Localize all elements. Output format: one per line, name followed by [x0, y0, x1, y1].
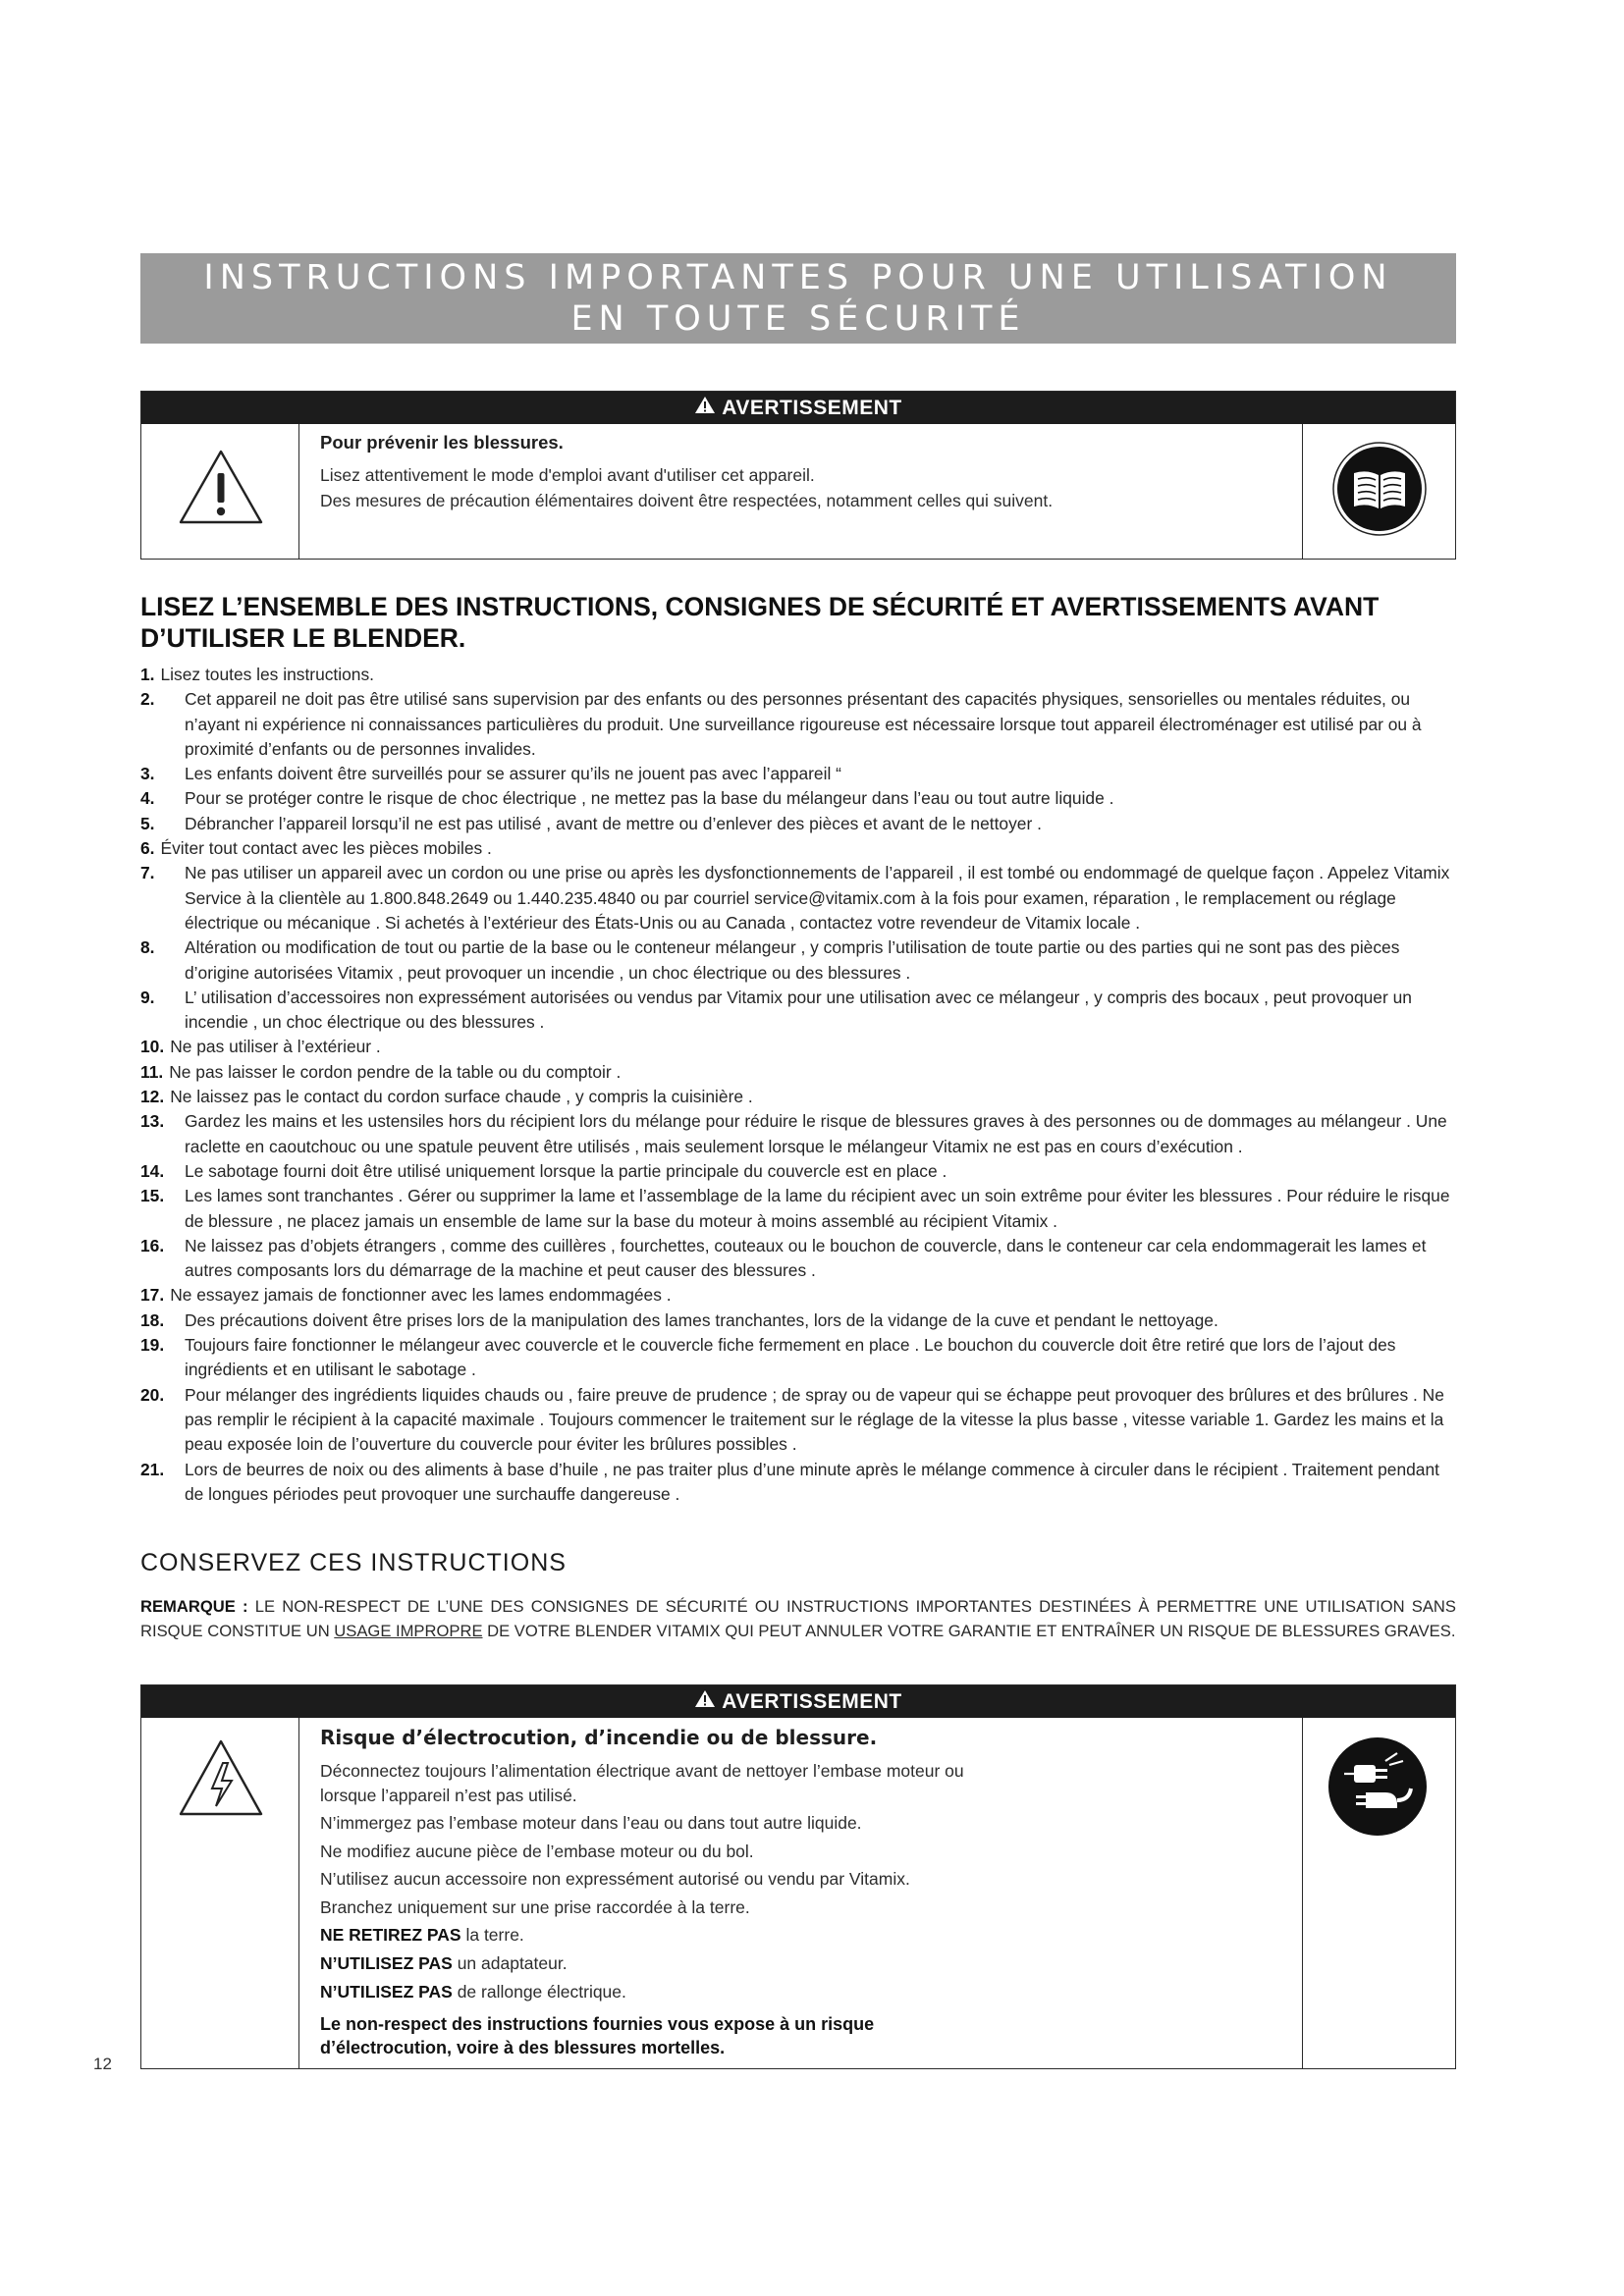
list-item: 12. Ne laissez pas le contact du cordon surface chaude , y compris la cuisinière .	[140, 1087, 753, 1107]
list-item: 7. Ne pas utiliser un appareil avec un cordon ou une prise ou après les dysfonctionnements de l’appareil , il est tombé ou endommagé de quelque façon . Appelez Vitamix Service à la clientèle au 1.800.848.2649 ou 1.440.235.4840 ou par courriel service@vitamix.com à la fois pour examen, réparation , le remplacement ou réglage électrique ou mécanique . Si achetés à l’extérieur des États-Unis ou au Canada , contactez votre revendeur de Vitamix locale .	[140, 863, 1450, 933]
warning-left-cell	[141, 1718, 299, 2068]
warning-text	[320, 1726, 1259, 2059]
warning-right-cell	[1302, 1718, 1455, 2068]
list-item: 2. Cet appareil ne doit pas être utilisé sans supervision par des enfants ou des personnes présentant des capacités physiques, sensorielles ou mentales réduites, ou n’ayant ni expérience ni connaissances particulières du produit. Une surveillance rigoureuse est nécessaire lorsque tout appareil électroménager est utilisé par ou à proximité d’enfants ou de personnes invalides.	[140, 689, 1422, 759]
warning-line: Des mesures de précaution élémentaires doivent être respectées, notamment celles qui suivent.	[320, 491, 1054, 510]
warning-line: N’utilisez aucun accessoire non expressément autorisé ou vendu par Vitamix.	[320, 1869, 910, 1889]
warning-small-triangle-icon	[694, 392, 716, 424]
section-title: LISEZ L’ENSEMBLE DES INSTRUCTIONS, CONSIGNES DE SÉCURITÉ ET AVERTISSEMENTS AVANT D’UTILISER LE BLENDER.	[140, 592, 1380, 653]
list-item: 6. Éviter tout contact avec les pièces mobiles .	[140, 838, 492, 859]
list-item: 10. Ne pas utiliser à l’extérieur .	[140, 1037, 381, 1057]
page-title	[140, 253, 1456, 344]
warning-line: Branchez uniquement sur une prise raccordée à la terre.	[320, 1896, 750, 1917]
remark-label: REMARQUE :	[140, 1597, 248, 1616]
warning-header	[141, 392, 1455, 424]
list-item: 1. Lisez toutes les instructions.	[140, 665, 375, 684]
electric-shock-triangle-icon	[177, 1737, 265, 1823]
remark-paragraph: REMARQUE : LE NON-RESPECT DE L’UNE DES CONSIGNES DE SÉCURITÉ OU INSTRUCTIONS IMPORTANTES DESTINÉES À PERMETTRE UNE UTILISATION SANS RISQUE CONSTITUE UN USAGE IMPROPRE DE VOTRE BLENDER VITAMIX QUI PEUT ANNULER VOTRE GARANTIE ET ENTRAÎNER UN RISQUE DE BLESSURES GRAVES.	[140, 1597, 1456, 1640]
list-item: 9. L’ utilisation d’accessoires non expressément autorisées ou vendus par Vitamix pour une utilisation avec ce mélangeur , y compris des bocaux , peut provoquer un incendie , un choc électrique ou des blessures .	[140, 987, 1412, 1033]
warning-header-label: AVERTISSEMENT	[722, 1690, 902, 1713]
warning-line: Déconnectez toujours l’alimentation électrique avant de nettoyer l’embase moteur ou lorsque l’appareil n’est pas utilisé.	[320, 1761, 964, 1805]
unplug-icon	[1326, 1735, 1429, 1842]
list-item: 11. Ne pas laisser le cordon pendre de la table ou du comptoir .	[140, 1061, 622, 1082]
page-title-line2: EN TOUTE SÉCURITÉ	[570, 299, 1026, 339]
warning-heading: Risque d’électrocution, d’incendie ou de blessure.	[320, 1726, 878, 1749]
warning-header-label: AVERTISSEMENT	[722, 397, 902, 419]
list-item: 17. Ne essayez jamais de fonctionner avec les lames endommagées .	[140, 1285, 672, 1306]
warning-line: NE RETIREZ PAS la terre.	[320, 1925, 524, 1945]
warning-line: N’immergez pas l’embase moteur dans l’eau ou dans tout autre liquide.	[320, 1813, 862, 1833]
list-item: 20. Pour mélanger des ingrédients liquides chauds ou , faire preuve de prudence ; de spray ou de vapeur qui se échappe peut provoquer des brûlures et des brûlures . Ne pas remplir le récipient à la capacité maximale . Toujours commencer le traitement sur le réglage de la vitesse la plus basse , vitesse variable 1. Gardez les mains et la peau exposée loin de l’ouverture du couvercle pour éviter les brûlures possibles .	[140, 1384, 1444, 1455]
page-title-line1: INSTRUCTIONS IMPORTANTES POUR UNE UTILISATION	[203, 258, 1393, 297]
warning-line: Ne modifiez aucune pièce de l’embase moteur ou du bol.	[320, 1841, 754, 1861]
list-item: 5. Débrancher l’appareil lorsqu’il ne est pas utilisé , avant de mettre ou d’enlever des pièces et avant de le nettoyer .	[140, 813, 1042, 833]
list-item: 15. Les lames sont tranchantes . Gérer ou supprimer la lame et l’assemblage de la lame du récipient avec un soin extrême pour éviter les blessures . Pour réduire le risque de blessure , ne placez jamais un ensemble de lame sur la base du moteur à moins assemblé au récipient Vitamix .	[140, 1186, 1450, 1231]
list-item: 19. Toujours faire fonctionner le mélangeur avec couvercle et le couvercle fiche fermement en place . Le bouchon du couvercle doit être retiré que lors de l’ajout des ingrédients et en utilisant le sabotage .	[140, 1335, 1396, 1380]
warning-small-triangle-icon	[694, 1685, 716, 1718]
warning-box-electrocution	[140, 1684, 1456, 2069]
warning-text	[320, 432, 1283, 513]
page-number: 12	[93, 2055, 112, 2073]
warning-right-cell	[1302, 424, 1455, 559]
warning-triangle-icon	[177, 448, 265, 531]
warning-line: Lisez attentivement le mode d'emploi avant d'utiliser cet appareil.	[320, 465, 815, 485]
keep-instructions-heading: CONSERVEZ CES INSTRUCTIONS	[140, 1549, 567, 1576]
warning-heading: Pour prévenir les blessures.	[320, 432, 564, 453]
list-item: 21. Lors de beurres de noix ou des aliments à base d’huile , ne pas traiter plus d’une minute après le mélange commence à circuler dans le récipient . Traitement pendant de longues périodes peut provoquer une surchauffe dangereuse .	[140, 1459, 1439, 1504]
warning-line: N’UTILISEZ PAS de rallonge électrique.	[320, 1982, 626, 2002]
instruction-list	[140, 663, 1461, 1507]
list-item: 8. Altération ou modification de tout ou partie de la base ou le conteneur mélangeur , y compris l’utilisation de toute partie ou des parties qui ne sont pas des pièces d’origine autorisées Vitamix , peut provoquer un incendie , un choc électrique ou des blessures .	[140, 937, 1400, 983]
list-item: 18. Des précautions doivent être prises lors de la manipulation des lames tranchantes, lors de la vidange de la cuve et pendant le nettoyage.	[140, 1309, 1218, 1330]
warning-left-cell	[141, 424, 299, 559]
list-item: 13. Gardez les mains et les ustensiles hors du récipient lors du mélange pour réduire le risque de blessures graves à des personnes ou de dommages au mélangeur . Une raclette en caoutchouc ou une spatule peuvent être utilisés , mais seulement lorsque le mélangeur Vitamix ne est pas en cours d’exécution .	[140, 1111, 1447, 1156]
warning-line: N’UTILISEZ PAS un adaptateur.	[320, 1953, 568, 1973]
misuse-term: USAGE IMPROPRE	[334, 1622, 483, 1640]
list-item: 16. Ne laissez pas d’objets étrangers , comme des cuillères , fourchettes, couteaux ou le bouchon de couvercle, dans le conteneur car cela endommagerait les lames et autres composants lors du démarrage de la machine et peut causer des blessures .	[140, 1235, 1427, 1281]
read-manual-book-icon	[1330, 440, 1429, 543]
warning-header	[141, 1685, 1455, 1718]
list-item: 4. Pour se protéger contre le risque de choc électrique , ne mettez pas la base du mélangeur dans l’eau ou tout autre liquide .	[140, 788, 1114, 809]
warning-final-statement: Le non-respect des instructions fournies vous expose à un risque d’électrocution, voire à des blessures mortelles.	[320, 2013, 875, 2057]
list-item: 14. Le sabotage fourni doit être utilisé uniquement lorsque la partie principale du couvercle est en place .	[140, 1160, 947, 1181]
warning-box-injury	[140, 391, 1456, 560]
list-item: 3. Les enfants doivent être surveillés pour se assurer qu’ils ne jouent pas avec l’appareil “	[140, 764, 841, 784]
